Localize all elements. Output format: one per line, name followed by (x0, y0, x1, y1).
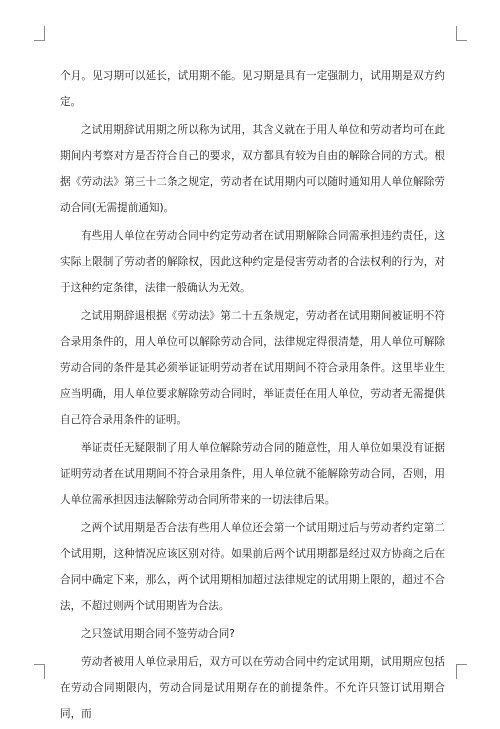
crop-mark-top-right (456, 26, 467, 41)
crop-mark-bottom-left (34, 664, 45, 679)
crop-mark-bottom-right (456, 664, 467, 679)
document-body (60, 63, 445, 729)
paragraph-3: 有些用人单位在劳动合同中约定劳动者在试用期解除合同需承担违约责任，这实际上限制了劳动者的解除权，因此这种约定是侵害劳动者的合法权利的行为，对于这种约定条律，法律一般确认为无效。 (60, 230, 445, 294)
paragraph-8: 劳动者被用人单位录用后，双方可以在劳动合同中约定试用期，试用期应包括在劳动合同期限内，劳动合同是试用期存在的前提条件。不允许只签订试用期合同，而 (60, 656, 445, 720)
crop-mark-top-left (34, 26, 45, 41)
paragraph-5: 举证责任无疑限制了用人单位解除劳动合同的随意性，用人单位如果没有证据证明劳动者在试用期间不符合录用条件，用人单位就不能解除劳动合同，否则，用人单位需承担因违法解除劳动合同所带来的一切法律后果。 (60, 442, 445, 506)
paragraph-7: 之只签试用期合同不签劳动合同? (81, 628, 235, 640)
paragraph-4: 之试用期辞退根据《劳动法》第二十五条规定，劳动者在试用期间被证明不符合录用条件的，用人单位可以解除劳动合同，法律规定得很清楚，用人单位可解除劳动合同的条件是其必须举证证明劳动者在试用期间不符合录用条件。这里毕业生应当明确，用人单位要求解除劳动合同时，举证责任在用人单位，劳动者无需提供自己符合录用条件的证明。 (60, 310, 445, 426)
paragraph-6: 之两个试用期是否合法有些用人单位还会第一个试用期过后与劳动者约定第二个试用期，这种情况应该区别对待。如果前后两个试用期都是经过双方协商之后在合同中确定下来，那么，两个试用期相加超过法律规定的试用期上限的，超过不合法，不超过则两个试用期皆为合法。 (60, 522, 445, 612)
paragraph-2: 之试用期辞试用期之所以称为试用，其含义就在于用人单位和劳动者均可在此期间内考察对方是否符合自己的要求，双方都具有较为自由的解除合同的方式。根据《劳动法》第三十二条之规定，劳动者在试用期内可以随时通知用人单位解除劳动合同(无需提前通知)。 (60, 124, 445, 214)
paragraph-1: 个月。见习期可以延长，试用期不能。见习期是具有一定强制力，试用期是双方约定。 (60, 70, 445, 108)
